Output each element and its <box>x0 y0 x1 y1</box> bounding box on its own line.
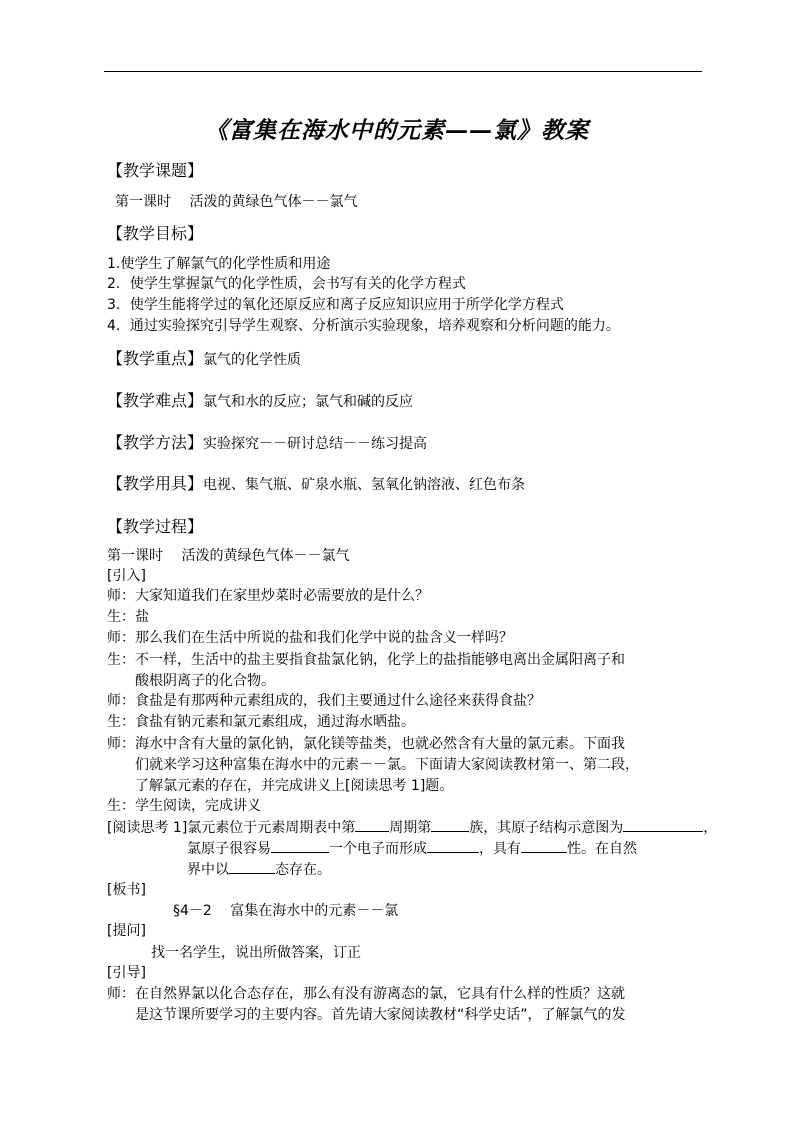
blank-gain-lose[interactable] <box>271 838 329 853</box>
method-heading: 【教学方法】实验探究－－研讨总结－－练习提高 <box>107 433 428 452</box>
dialogue-line: 了解氯元素的存在，并完成讲义上[阅读思考 1]题。 <box>135 778 454 794</box>
key-heading: 【教学重点】氯气的化学性质 <box>107 349 302 368</box>
board-text: §4－2 富集在海水中的元素－－氯 <box>173 903 399 919</box>
header-rule <box>104 71 702 72</box>
dialogue-line: 生：不一样，生活中的盐主要指食盐氯化钠，化学上的盐指能够电离出金属阳离子和 <box>107 652 625 668</box>
dialogue-line: 是这节课所要学习的主要内容。首先请大家阅读教材“科学史话”，了解氯气的发 <box>135 1007 626 1023</box>
section-tag: [引导] <box>107 965 146 981</box>
dialogue-line: 师：那么我们在生活中所说的盐和我们化学中说的盐含义一样吗？ <box>107 630 513 646</box>
reading-question-line: 界中以 态存在。 <box>187 859 331 879</box>
difficulty-text: 氯气和水的反应；氯气和碱的反应 <box>203 394 414 410</box>
blank-ion[interactable] <box>427 838 479 853</box>
dialogue-line: 师：在自然界氯以化合态存在，那么有没有游离态的氯，它具有什么样的性质？这就 <box>107 986 625 1002</box>
blank-period[interactable] <box>355 817 389 832</box>
key-text: 氯气的化学性质 <box>203 352 302 368</box>
dialogue-line: 师：海水中含有大量的氯化钠，氯化镁等盐类，也就必然含有大量的氯元素。下面我 <box>107 736 625 752</box>
goal-item: 4．通过实验探究引导学生观察、分析演示实验现象，培养观察和分析问题的能力。 <box>107 318 620 334</box>
goal-item: 3．使学生能将学过的氧化还原反应和离子反应知识应用于所学化学方程式 <box>107 297 564 313</box>
ask-text: 找一名学生，说出所做答案，订正 <box>151 945 361 961</box>
topic-text: 第一课时 活泼的黄绿色气体－－氯气 <box>115 194 358 210</box>
difficulty-heading: 【教学难点】氯气和水的反应；氯气和碱的反应 <box>107 391 414 410</box>
dialogue-line: 生：食盐有钠元素和氯元素组成，通过海水晒盐。 <box>107 714 415 730</box>
method-text: 实验探究－－研讨总结－－练习提高 <box>203 436 428 452</box>
reading-question-line: 氯原子很容易 一个电子而形成 ，具有 性。在自然 <box>187 838 637 858</box>
dialogue-line: 师：食盐是有那两种元素组成的，我们主要通过什么途径来获得食盐？ <box>107 693 541 709</box>
dialogue-line: 生：学生阅读，完成讲义 <box>107 798 261 814</box>
topic-heading: 【教学课题】 <box>107 161 204 180</box>
blank-state[interactable] <box>229 859 275 874</box>
tools-text: 电视、集气瓶、矿泉水瓶、氢氧化钠溶液、红色布条 <box>203 477 526 493</box>
blank-property[interactable] <box>521 838 567 853</box>
dialogue-line: 酸根阴离子的化合物。 <box>135 673 275 689</box>
section-tag: [引入] <box>107 568 146 584</box>
dialogue-line: 们就来学习这种富集在海水中的元素－－氯。下面请大家阅读教材第一、第二段， <box>135 757 639 773</box>
goal-item: 2．使学生掌握氯气的化学性质，会书写有关的化学方程式 <box>107 276 466 292</box>
document-title: 《富集在海水中的元素——氯》教案 <box>205 117 589 144</box>
process-heading: 【教学过程】 <box>107 517 204 536</box>
lesson-title: 第一课时 活泼的黄绿色气体－－氯气 <box>107 548 350 564</box>
dialogue-line: 生：盐 <box>107 609 149 625</box>
blank-structure[interactable] <box>623 817 703 832</box>
section-tag: [提问] <box>107 923 146 939</box>
section-tag: [板书] <box>107 882 146 898</box>
tools-heading: 【教学用具】电视、集气瓶、矿泉水瓶、氢氧化钠溶液、红色布条 <box>107 474 526 493</box>
dialogue-line: 师：大家知道我们在家里炒菜时必需要放的是什么？ <box>107 588 429 604</box>
goals-heading: 【教学目标】 <box>107 224 204 243</box>
reading-question-line: [阅读思考 1]氯元素位于元素周期表中第 周期第 族，其原子结构示意图为 ， <box>107 817 717 837</box>
goal-item: 1.使学生了解氯气的化学性质和用途 <box>107 256 331 272</box>
blank-group[interactable] <box>431 817 469 832</box>
